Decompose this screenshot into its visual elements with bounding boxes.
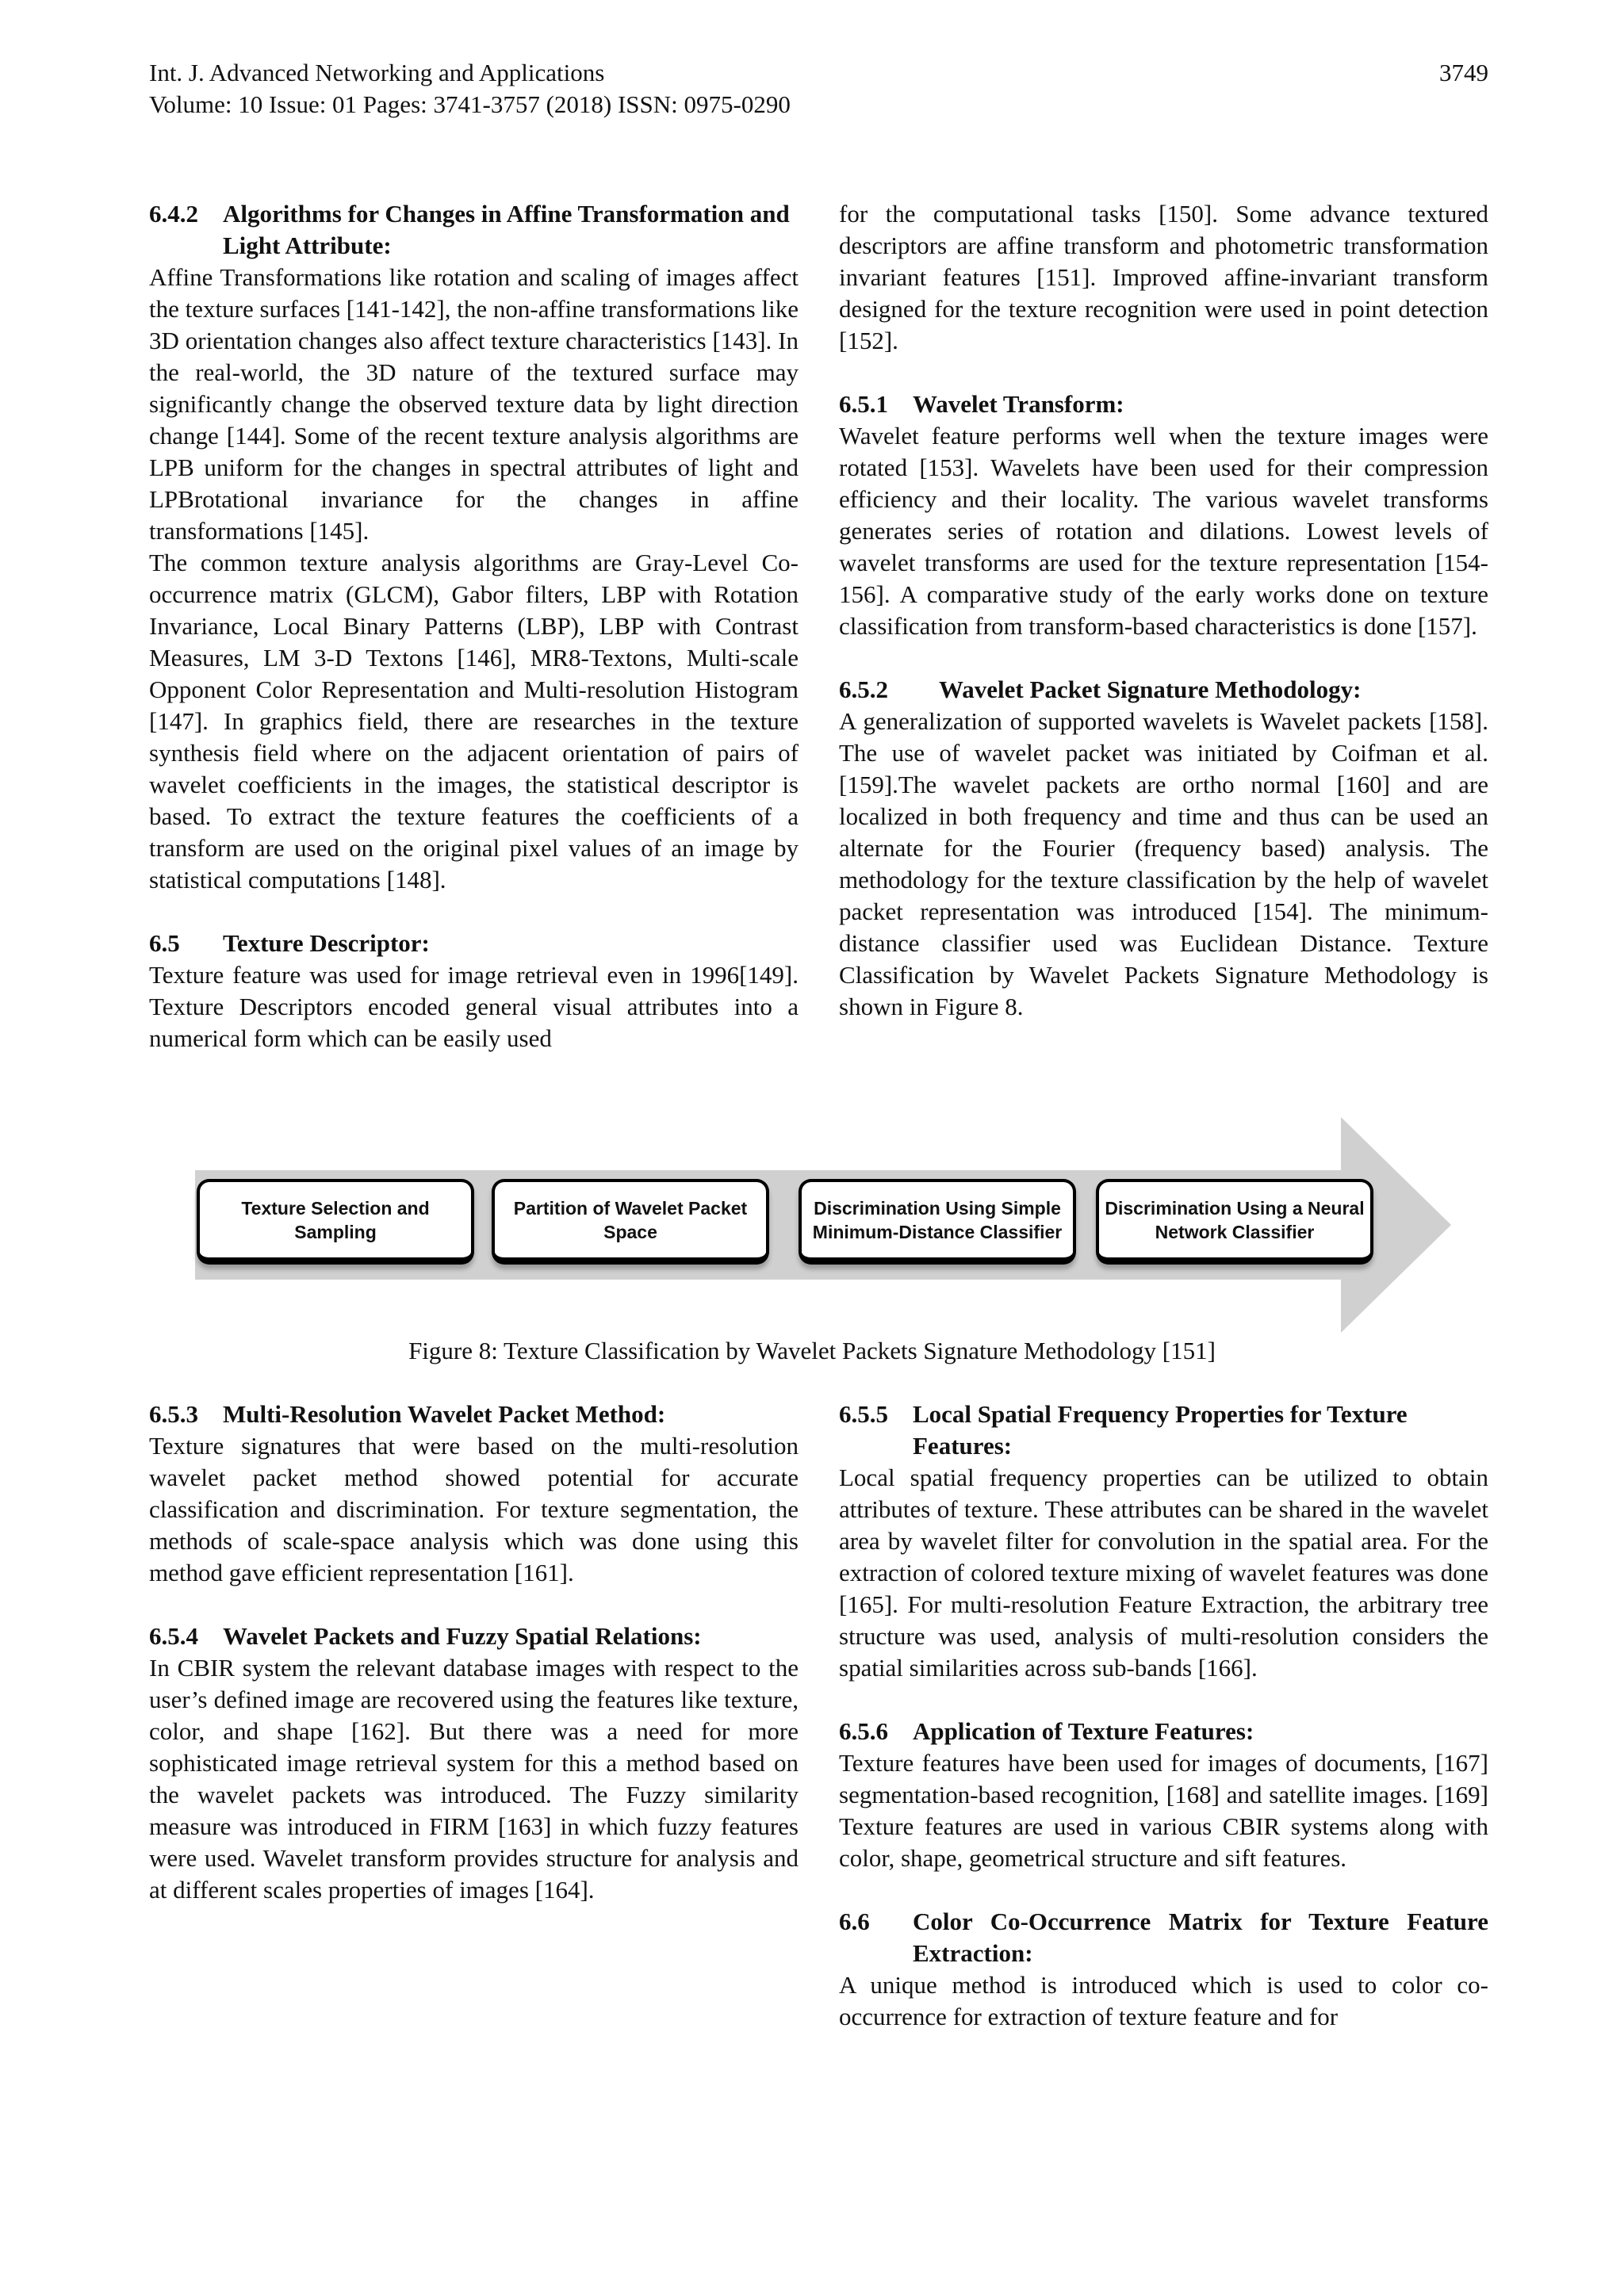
section-title: Color Co-Occurrence Matrix for Texture Feature Extraction: — [913, 1908, 1488, 1967]
step-box-2: Partition of Wavelet Packet Space — [492, 1179, 769, 1265]
paragraph: Texture features have been used for images of documents, [167] segmentation-based recognition, [168] and satellite images. [169] Texture features are used in various CBIR systems along with color, shape, geometrical structure and sift features. — [839, 1749, 1488, 1872]
step-box-1: Texture Selection and Sampling — [197, 1179, 474, 1265]
figure-8-diagram — [195, 1114, 1456, 1336]
section-number: 6.5.1 — [839, 390, 888, 418]
paragraph: The common texture analysis algorithms are Gray-Level Co-occurrence matrix (GLCM), Gabor filters, LBP with Rotation Invariance, Local Binary Patterns (LBP), LBP with Contrast Measures, LM 3-D Textons [146], MR8-Textons, Multi-scale Opponent Color Representation and Multi-resolution Histogram [147]. In graphics field, there are researches in the texture synthesis field where on the adjacent orientation of pairs of wavelet coefficients in the images, the statistical descriptor is based. To extract the texture features the coefficients of a transform are used on the original pixel values of an image by statistical computations [148]. — [149, 549, 799, 894]
section-title: Wavelet Transform: — [913, 390, 1124, 418]
page-header — [149, 57, 1488, 121]
section-number: 6.5.6 — [839, 1717, 888, 1745]
top-right-column — [839, 198, 1488, 1023]
paragraph: A generalization of supported wavelets is Wavelet packets [158]. The use of wavelet packet was initiated by Coifman et al.[159].The wavelet packets are ortho normal [160] and are localized in both frequency and time and thus can be used an alternate for the Fourier (frequency based) analysis. The methodology for the texture classification by the help of wavelet packet representation was introduced [154]. The minimum-distance classifier used was Euclidean Distance. Texture Classification by Wavelet Packets Signature Methodology is shown in Figure 8. — [839, 707, 1488, 1020]
paragraph: In CBIR system the relevant database images with respect to the user’s defined image are recovered using the features like texture, color, and shape [162]. But there was a need for more sophisticated image retrieval system for this a method based on the wavelet packets was introduced. The Fuzzy similarity measure was introduced in FIRM [163] in which fuzzy features were used. Wavelet transform provides structure for analysis and at different scales properties of images [164]. — [149, 1654, 799, 1904]
section-number: 6.5.5 — [839, 1400, 888, 1428]
section-heading-6-6 — [839, 1906, 1488, 1969]
section-title: Wavelet Packets and Fuzzy Spatial Relations: — [223, 1622, 702, 1650]
paragraph: Texture feature was used for image retrieval even in 1996[149]. Texture Descriptors encoded general visual attributes into a numerical form which can be easily used — [149, 961, 799, 1052]
section-title: Local Spatial Frequency Properties for Texture Features: — [913, 1400, 1408, 1460]
section-heading-6-5-3 — [149, 1399, 799, 1430]
section-number: 6.5.4 — [149, 1622, 198, 1650]
volume-line: Volume: 10 Issue: 01 Pages: 3741-3757 (2018) ISSN: 0975-0290 — [149, 90, 791, 118]
section-number: 6.6 — [839, 1908, 870, 1935]
paragraph: for the computational tasks [150]. Some advance textured descriptors are affine transform and photometric transformation invariant features [151]. Improved affine-invariant transform designed for the texture recognition were used in point detection [152]. — [839, 200, 1488, 354]
page-number: 3749 — [1439, 59, 1488, 86]
paragraph: A unique method is introduced which is used to color co-occurrence for extraction of texture feature and for — [839, 1971, 1488, 2030]
section-heading-6-5 — [149, 928, 799, 959]
section-heading-6-5-6 — [839, 1716, 1488, 1747]
figure-caption: Figure 8: Texture Classification by Wavelet Packets Signature Methodology [151] — [408, 1337, 1216, 1364]
section-number: 6.5 — [149, 929, 180, 957]
section-title: Multi-Resolution Wavelet Packet Method: — [223, 1400, 666, 1428]
section-title: Wavelet Packet Signature Methodology: — [939, 675, 1362, 703]
paragraph: Wavelet feature performs well when the texture images were rotated [153]. Wavelets have been used for their compression efficiency and their locality. The various wavelet transforms generates series of rotation and dilations. Lowest levels of wavelet transforms are used for the texture representation [154-156]. A comparative study of the early works done on texture classification from transform-based characteristics is done [157]. — [839, 422, 1488, 640]
section-title: Application of Texture Features: — [913, 1717, 1254, 1745]
section-number: 6.5.2 — [839, 675, 888, 703]
step-box-3: Discrimination Using Simple Minimum-Distance Classifier — [799, 1179, 1076, 1265]
top-left-column — [149, 198, 799, 1054]
section-title: Algorithms for Changes in Affine Transformation and Light Attribute: — [223, 200, 790, 259]
bottom-right-column — [839, 1399, 1488, 2033]
section-number: 6.4.2 — [149, 200, 198, 228]
section-heading-6-5-4 — [149, 1621, 799, 1652]
journal-name: Int. J. Advanced Networking and Applications — [149, 59, 605, 86]
section-heading-6-5-2 — [839, 674, 1488, 706]
paragraph: Local spatial frequency properties can be utilized to obtain attributes of texture. These attributes can be shared in the wavelet area by wavelet filter for convolution in the spatial area. For the extraction of colored texture mixing of wavelet features was done [165]. For multi-resolution Feature Extraction, the arbitrary tree structure was used, analysis of multi-resolution considers the spatial similarities across sub-bands [166]. — [839, 1464, 1488, 1682]
section-title: Texture Descriptor: — [223, 929, 430, 957]
step-box-4: Discrimination Using a Neural Network Classifier — [1096, 1179, 1373, 1265]
section-number: 6.5.3 — [149, 1400, 198, 1428]
section-heading-6-4-2 — [149, 198, 799, 262]
bottom-left-column — [149, 1399, 799, 1906]
paragraph: Texture signatures that were based on the multi-resolution wavelet packet method showed potential for accurate classification and discrimination. For texture segmentation, the methods of scale-space analysis which was done using this method gave efficient representation [161]. — [149, 1432, 799, 1586]
section-heading-6-5-5 — [839, 1399, 1488, 1462]
section-heading-6-5-1 — [839, 388, 1488, 420]
paragraph: Affine Transformations like rotation and scaling of images affect the texture surfaces [141-142], the non-affine transformations like 3D orientation changes also affect texture characteristics [143]. In the real-world, the 3D nature of the textured surface may significantly change the observed texture data by light direction change [144]. Some of the recent texture analysis algorithms are LPB uniform for the changes in spectral attributes of light and LPBrotational invariance for the changes in affine transformations [145]. — [149, 263, 799, 545]
